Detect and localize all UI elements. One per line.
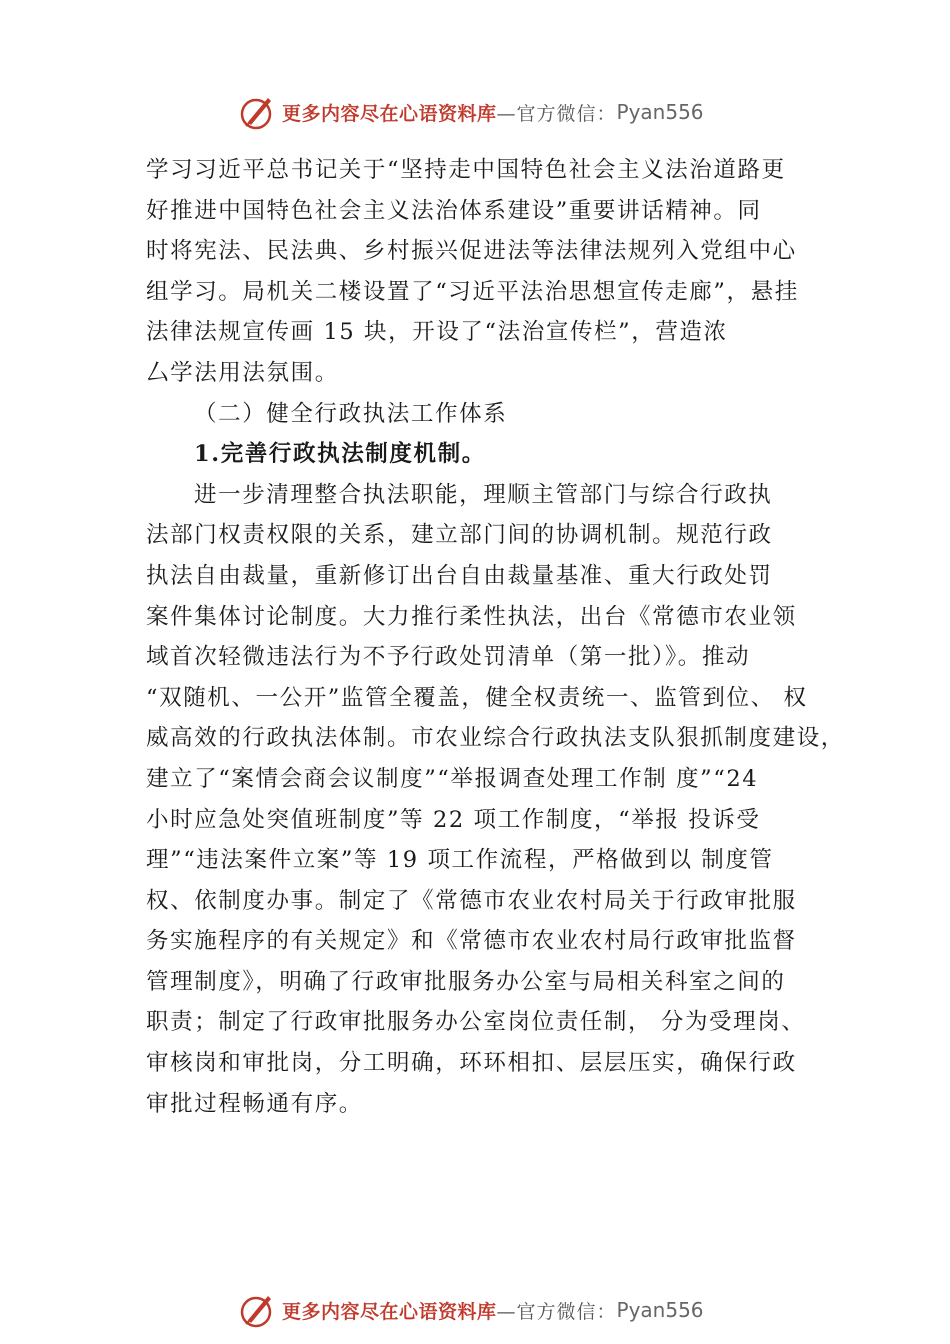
paragraph-line: 务实施程序的有关规定》和《常德市农业农村局行政审批监督 [146,928,797,955]
paragraph-line: 组学习。局机关二楼设置了“习近平法治思想宣传走廊”，悬挂 [146,278,799,305]
paragraph-line: 法律法规宣传画 15 块，开设了“法治宣传栏”，营造浓 [146,319,728,346]
paragraph-line: 威高效的行政执法体制。市农业综合行政执法支队狠抓制度建设， [146,725,845,752]
watermark-brand: 更多内容尽在心语资料库 [282,1300,497,1323]
paragraph-line: 审批过程畅通有序。 [146,1090,363,1117]
watermark-wechat-id: Pyan556 [616,100,704,124]
watermark-wechat-id: Pyan556 [616,1298,704,1322]
document-body [146,150,846,1124]
paragraph-line: 进一步清理整合执法职能，理顺主管部门与综合行政执 [194,481,773,508]
paragraph-line: 案件集体讨论制度。大力推行柔性执法，出台《常德市农业领 [146,603,797,630]
section-heading: （二）健全行政执法工作体系 [194,400,508,427]
paragraph-line: 审核岗和审批岗，分工明确，环环相扣、层层压实，确保行政 [146,1050,797,1077]
watermark-header [238,92,704,132]
watermark-footer [238,1290,704,1330]
watermark-label: —官方微信： [496,102,617,125]
quill-pen-icon [238,1290,278,1330]
paragraph-line: 学习习近平总书记关于“坚持走中国特色社会主义法治道路更 [146,157,786,183]
paragraph-line: 职责；制定了行政审批服务办公室岗位责任制， 分为受理岗、 [146,1009,806,1036]
subsection-heading: 1.完善行政执法制度机制。 [194,441,486,468]
paragraph-line: 域首次轻微违法行为不予行政处罚清单（第一批）》。推动 [146,644,751,671]
paragraph-line: 建立了“案情会商会议制度”“举报调查处理工作制 度”“24 [146,765,759,792]
paragraph-line: 管理制度》，明确了行政审批服务办公室与局相关科室之间的 [146,968,786,995]
paragraph-line: 厶学法用法氛围。 [146,359,339,386]
paragraph-line: 法部门权责权限的关系，建立部门间的协调机制。规范行政 [146,522,773,549]
paragraph-line: 时将宪法、民法典、乡村振兴促进法等法律法规列入党组中心 [146,238,797,265]
paragraph-line: 理”“违法案件立案”等 19 项工作流程，严格做到以 制度管 [146,847,774,874]
paragraph-line: 小时应急处突值班制度”等 22 项工作制度，“举报 投诉受 [146,806,761,833]
watermark-label: —官方微信： [496,1300,617,1323]
paragraph-line: “双随机、一公开”监管全覆盖，健全权责统一、监管到位、 权 [146,684,808,711]
paragraph-line: 权、依制度办事。制定了《常德市农业农村局关于行政审批服 [146,887,797,914]
paragraph-line: 好推进中国特色社会主义法治体系建设”重要讲话精神。同 [146,197,762,224]
watermark-brand: 更多内容尽在心语资料库 [282,102,497,125]
paragraph-line: 执法自由裁量，重新修订出台自由裁量基准、重大行政处罚 [146,562,773,589]
quill-pen-icon [238,92,278,132]
